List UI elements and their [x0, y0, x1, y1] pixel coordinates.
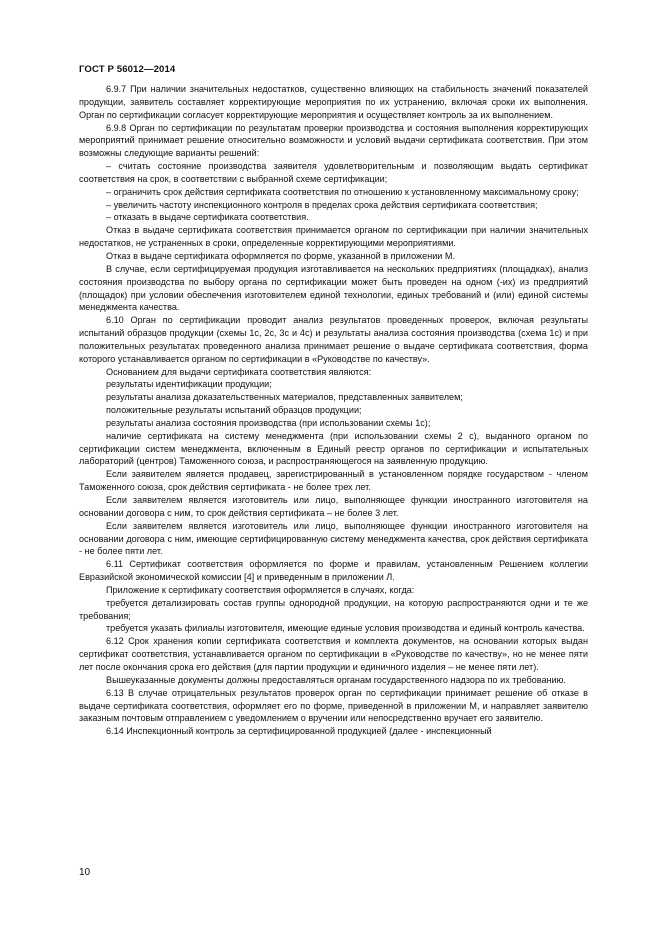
paragraph: результаты идентификации продукции; — [106, 379, 272, 390]
paragraph: наличие сертификата на систему менеджмента (при использовании схемы 2 с), выданного органом по сертификации систем менеджмента, включенным в Единый реестр органов по сертификации и испытательных лабораторий (центров) Таможенного союза, и распространяющегося на заявленную продукцию. — [79, 430, 588, 467]
document-header: ГОСТ Р 56012—2014 — [79, 64, 176, 75]
paragraph: Отказ в выдаче сертификата оформляется по форме, указанной в приложении М. — [106, 250, 455, 261]
paragraph: Если заявителем является изготовитель или лицо, выполняющее функции иностранного изготовителя на основании договора с ним, имеющие сертифицированную систему менеджмента качества, срок действия сертификата - не более пяти лет. — [79, 520, 588, 557]
paragraph: 6.11 Сертификат соответствия оформляется по форме и правилам, установленным Решением коллегии Евразийской экономической комиссии [4] и приведенным в приложении Л. — [79, 559, 588, 583]
paragraph: результаты анализа состояния производства (при использовании схемы 1с); — [106, 417, 431, 428]
paragraph: Если заявителем является продавец, зарегистрированный в установленном порядке государством - членом Таможенного союза, срок действия сертификата - не более трех лет. — [79, 469, 588, 493]
paragraph: 6.9.8 Орган по сертификации по результатам проверки производства и состояния выполнения корректирующих мероприятий принимает решение относительно возможности и условий выдачи сертификата соответствия. При этом возможны следующие варианты решений: — [79, 122, 588, 159]
paragraph: результаты анализа доказательственных материалов, представленных заявителем; — [106, 392, 463, 403]
paragraph: 6.12 Срок хранения копии сертификата соответствия и комплекта документов, на основании которых выдан сертификат соответствия, устанавливается органом по сертификации в «Руководстве по качеству», но не менее пяти лет после окончания срока его действия (для партии продукции и единичного изделия – не менее пяти лет). — [79, 636, 588, 672]
paragraph: 6.14 Инспекционный контроль за сертифицированной продукцией (далее - инспекционный — [106, 726, 492, 737]
paragraph: Приложение к сертификату соответствия оформляется в случаях, когда: — [106, 584, 415, 595]
paragraph: Если заявителем является изготовитель или лицо, выполняющее функции иностранного изготовителя на основании договора с ним, то срок действия сертификата – не более 3 лет. — [79, 495, 588, 518]
paragraph: 6.9.7 При наличии значительных недостатков, существенно влияющих на стабильность значений показателей продукции, заявитель составляет корректирующие мероприятия по их устранению, включая сроки их выполнения. Орган по сертификации согласует корректирующие мероприятия и осуществляет контроль за их выполнением. — [79, 84, 588, 120]
paragraph: 6.10 Орган по сертификации проводит анализ результатов проведенных проверок, включая результаты испытаний образцов продукции (схемы 1с, 2с, 3с и 4с) и результаты анализа состояния производства (схема 1с) и при положительных результатах проведенного анализа принимает решение о выдаче сертификата соответствия, форма которого устанавливается органом по сертификации в «Руководстве по качеству». — [79, 315, 588, 364]
paragraph: Основанием для выдачи сертификата соответствия являются: — [106, 366, 372, 377]
paragraph: – считать состояние производства заявителя удовлетворительным и позволяющим выдать сертификат соответствия на срок, в соответствии с выбранной схеме сертификации; — [79, 161, 588, 184]
paragraph: Вышеуказанные документы должны предоставляться органам государственного надзора по их требованию. — [106, 674, 566, 685]
paragraph: – отказать в выдаче сертификата соответствия. — [106, 212, 309, 223]
paragraph: требуется детализировать состав группы однородной продукции, на которую распространяются одни и те же требования; — [79, 597, 588, 621]
page-number: 10 — [79, 867, 91, 878]
paragraph: – ограничить срок действия сертификата соответствия по отношению к установленному максимальному сроку; — [106, 186, 579, 197]
paragraph: 6.13 В случае отрицательных результатов проверок орган по сертификации принимает решение об отказе в выдаче сертификата соответствия, оформляет его по форме, приведенной в приложении М, и направляет заявителю заказным почтовым отправлением с уведомлением о вручении или непосредственно вручает его заявителю. — [79, 687, 588, 724]
paragraph: Отказ в выдаче сертификата соответствия принимается органом по сертификации при наличии значительных недостатков, не устраненных в сроки, определенные корректирующими мероприятиями. — [79, 225, 588, 249]
paragraph: требуется указать филиалы изготовителя, имеющие единые условия производства и единый контроль качества. — [106, 623, 585, 634]
paragraph: – увеличить частоту инспекционного контроля в пределах срока действия сертификата соответствия; — [106, 199, 538, 210]
paragraph: положительные результаты испытаний образцов продукции; — [106, 405, 362, 416]
paragraph: В случае, если сертифицируемая продукция изготавливается на нескольких предприятиях (площадках), анализ состояния производства по выбору органа по сертификации может быть проведен на одном (-их) из предприятий (площадок) при условии обеспечения изготовителем единой технологии, единых требований и (или) единой системы менеджмента качества. — [79, 263, 588, 313]
document-body — [79, 83, 588, 738]
